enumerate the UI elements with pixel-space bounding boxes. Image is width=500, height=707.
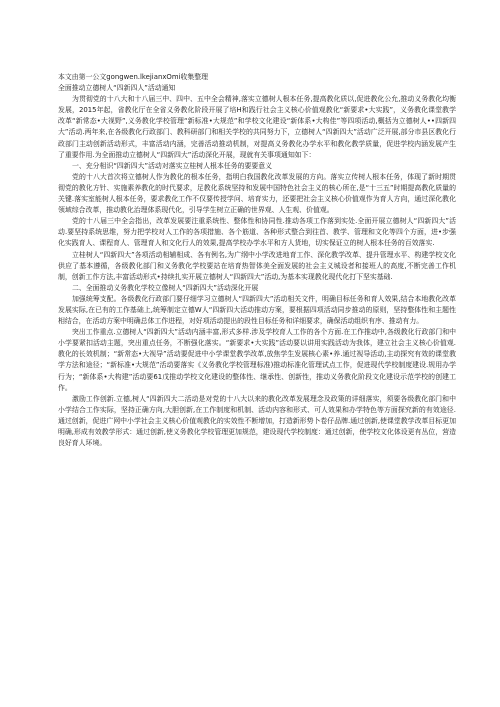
section-heading: 一、充分相识“四新四大”活动对落实立桂树人根本任务的要要意义 bbox=[72, 161, 273, 170]
document-title: 全面推动立德树人“四新四人”活动通知 bbox=[58, 84, 176, 93]
paragraph: 党的十八大首次将立德树人作为教化的根本任务，指明白我国教化改革发展的方向。落实立传树人根本任务，体现了新时期贯彻党的教化方针、实施素养教化的时代要求，足教化系统坚持和发展中国特色社会主义的核心所在,是“十三五”时期提高教化质量的关键.落实室能树人根本任务，要求教化工作不仅要传授学问、培育实力，还要把社会主义核心价值观作为育人方向，通过深化教化领域综合改革，推动教化治理体系现代化，引导学生树立正确的世界观、人生观、价值观。 bbox=[58, 172, 456, 215]
paragraph: 立桂树人“四新四大”各项活动相辅相成、各有例名,为广纲中小学改进地育工作、深化教学改革、提升管理水平、构建学校文化供应了基本遵循，各级教化部门和义务教化学校要站在培育热智体美全面发展的社会主义城设者和接班人的高度,不断完善工作机制，创新工作方法,丰富活动形式•持续扎实开展立德树人“四新四大”活动,为基本实现教化现代化打下坚实基础. bbox=[58, 250, 456, 281]
source-note: 本文由第一公文gongwen.lkejianxOmi收集整理 bbox=[58, 73, 209, 81]
section-heading: 二、全面推动义务教化学校立像树人“四新四大”活动深化开展 bbox=[72, 283, 259, 292]
paragraph: 加强统筹支配。各级教化行政部门要仔细学习立德树人“四新四大”活动相关文件，明确目标任务和育人效果,结合本地教化改革发展实际,在已有的工作基础上,统筹制定立德W人“四新四大活动推动方案，要根据四项活动同步推动的原则，坚持整体性和主题性相结合，在活动方案中明确总体工作进程，对好项活动提出的段性目标任务和详细要求，确保活动组织有序、推动有力。 bbox=[58, 294, 456, 326]
paragraph: 激励工作创新.立德,树人“四新四大二活动是对党的十八大以来的教化改革发展理念及政策的详细落实，须要各级教化部门和中小学结合工作实际，坚持正确方向,大胆创新,在工作制度和机制、活动内容和形式、可人效果和办学特色等方面探究新的有效途径.通过创新，促进广网中小学社会主义核心价值观教化的实效性不断增加，打造新形势卜卷仔品牌.通过创新,使课堂教学改革目标更加明确,形成有效教学形式：通过创新,使义务教化学校管理更加规范，建设现代学校制度：通过创新，使学校文化体设更有丛位，营造良好育人环境。 bbox=[58, 394, 456, 448]
paragraph: 为贯彻党的十八大和十八届三中、四中、五中全会精神,落实立德树人根本任务,提高教化质以,促进教化公允,推动义务教化均衡发展，2015年起，省教化厅在全省义务教化阶段开展了培H和践行社会主义核心价值观教化“新要求•大实践”，义务教化课堂教学改革“新常态•大视野”,义务教化学校管理“新标准•大规范”和学校文化建设“新体系•大构佳”等四项活动,概括为立德树人••四新四大”活动.两年来,在各级教化行政部门、教科研部门和相关学校的共同努力下，立德树人“四新四大”活动广泛开展,部分市县区教化行政部门主动创新活动形式，丰富活动内涵，完善活动推动机制，对提高义务教化办学水平和教化教学质量，促进学校内涵发展产生了重要作用.为全面推动立德树人“四新四大”活动深化开展，现就有关事项通知如下： bbox=[58, 95, 456, 159]
paragraph: 党的十八届三中全会指出，改革发展要注重系统性、整体性和协同性.推动各项工作落到实处.全面开展立德树人“四新四大”活动.要坚持系统思维，努力把学校对人工作的各项措施、各个筋道、各种形式整合到往首、教学、管理和文化等四个方面，进•步强化实践育人、课程育人、管理育人和文化行人的效果,提高学校办学水平和方人货地，切实保证立的树人根本任务的百效落实. bbox=[58, 217, 456, 248]
paragraph: 突出工作重点.立德树人“四新四大”活动内涵丰富,形式多样.涉及学校育人工作的各个方面.在工作推动中,各级教化行政部门和中小学要紧扣活动主题，突出重点任务，不断强化落实。“新要求•大实践”活动要以讲用实践活动为我体，建立社会主义核心价值观.教化的长效机制；“新常态•大视导”活动要促进中小学课堂教学改革,放焦学生发展核心素•养.通过视导活动,主动探究有效的课堂教学方法和途径；“新标准•大规范”活动要落实《义务教化学校管理标准)推动标准化管理试点工作，促进现代学校制度建设.规用办学行为；“新体系•大构建”活动要61戊推动学校文化建设的整体性、继承性、创新性，推动义务教化阶段文化建设示范学校的创建工作。 bbox=[58, 328, 456, 392]
